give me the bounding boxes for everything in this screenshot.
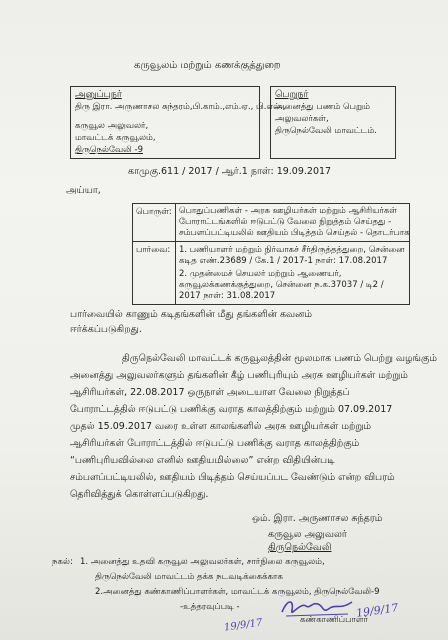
intro-line-1: பார்வையில் காணும் கடிதங்களின் மீது தங்களின் கவனம் bbox=[70, 309, 313, 320]
to-line-3: திருநெல்வேலி மாவட்டம். bbox=[275, 126, 377, 136]
copy-to-line-1: 1. அனைத்து உதவி கருவூல அலுவலர்கள், சார்நிலை கருவூலம், bbox=[80, 557, 325, 567]
table-row-divider bbox=[133, 241, 409, 242]
body-line-1: திருநெல்வேலி மாவட்டக் கருவூலத்தின் மூலமாக பணம் பெற்று வழங்கும் bbox=[122, 353, 438, 364]
subject-line-1: பொதுப்பணிகள் - அரசு ஊழியர்கள் மற்றும் ஆசிரியர்கள் bbox=[179, 206, 397, 216]
from-line-2: கருவூல அலுவலர், bbox=[75, 121, 149, 131]
initials-date: 19/9/17 bbox=[223, 617, 264, 634]
copy-to-line-3: 2.அனைத்து கண்காணிப்பாளர்கள், மாவட்டக் கருவூலம், திருநெல்வேலி-9 bbox=[95, 587, 380, 597]
reference-line-1: 1. பணியாளர் மற்றும் நிர்வாகச் சீர்திருத்தத்துறை, சென்னை bbox=[179, 245, 405, 255]
to-box bbox=[270, 86, 396, 159]
department-heading: கருவூலம் மற்றும் கணக்குத்துறை bbox=[134, 60, 281, 71]
subject-line-2: போராட்டங்களில் ஈடுபட்டு வேலை நிறுத்தம் செய்தது - bbox=[179, 217, 392, 227]
subject-table bbox=[132, 203, 410, 305]
body-line-2: அனைத்து அலுவலர்களும் தங்களின் கீழ் பணிபுரியும் அரசு ஊழியர்கள் மற்றும் bbox=[70, 370, 408, 381]
copy-to-line-4: -உத்தரவுப்படி - bbox=[180, 602, 240, 612]
body-line-9: தெரிவித்துக் கொள்ளப்படுகிறது. bbox=[70, 489, 209, 500]
body-line-6: ஆசிரியர்கள் போராட்டத்தில் ஈடுபட்டு பணிக்கு வராத காலத்திற்கும் bbox=[70, 438, 360, 449]
to-line-1: அனைத்து பணம் பெறும் bbox=[275, 102, 370, 112]
signatory-name: ஒம். இரா. அருணாசல சுந்தரம் bbox=[252, 513, 383, 524]
copy-to-label: நகல்: bbox=[52, 557, 73, 567]
table-column-divider bbox=[175, 204, 176, 304]
to-line-2: அலுவலர்கள், bbox=[275, 114, 329, 124]
body-line-4: போராட்டத்தில் ஈடுபட்டு பணிக்கு வராத காலத்திற்கும் மற்றும் 07.09.2017 bbox=[70, 404, 393, 415]
reference-line-2: கடித எண்.23689 / கே.1 / 2017-1 நாள்: 17.08.2017 bbox=[179, 256, 388, 266]
signatory-designation: கருவூல அலுவலர் bbox=[268, 529, 347, 540]
handwritten-date: 19/9/17 bbox=[355, 601, 400, 620]
from-line-3: மாவட்டக் கருவூலம், bbox=[75, 133, 156, 143]
superintendent-label: கண்காணிப்பாளர் bbox=[300, 615, 368, 625]
signatory-place: திருநெல்வேலி bbox=[268, 542, 332, 553]
body-line-5: முதல் 15.09.2017 வரை உள்ள காலங்களில் அரசு ஊழியர்கள் மற்றும் bbox=[70, 421, 372, 432]
references-label: பார்வை: bbox=[136, 245, 171, 255]
from-line-4: திருநெல்வேலி -9 bbox=[75, 145, 143, 155]
reference-number: காமுகு.611 / 2017 / ஆர்.1 நாள்: 19.09.2017 bbox=[128, 166, 332, 177]
intro-line-2: ஈர்க்கப்படுகிறது. bbox=[70, 324, 142, 335]
reference-line-4: கருவூலக்கணக்குத்துறை, சென்னை ந.க.37037 / டி2 / bbox=[179, 280, 384, 290]
body-line-8: சம்பளப்பட்டியலில், ஊதியம் பிடித்தம் செய்யப்பட வேண்டும் என்ற விபரம் bbox=[70, 472, 395, 483]
body-line-3: ஆசிரியர்கள், 22.08.2017 ஒருநாள் அடையாள வேலை நிறுத்தப் bbox=[70, 387, 350, 398]
reference-line-3: 2. முதன்மைச் செயலர் மற்றும் ஆணையர், bbox=[179, 269, 342, 279]
reference-line-5: 2017 நாள்: 31.08.2017 bbox=[179, 291, 276, 301]
salutation: அய்யா, bbox=[66, 185, 101, 196]
copy-to-line-2: திருநெல்வேலி மாவட்டம் தக்க நடவடிக்கைக்காக bbox=[95, 572, 283, 582]
subject-line-3: சம்பளப்பட்டியலில் ஊதியம் பிடித்தம் செய்தல் - தொடர்பாக bbox=[179, 228, 410, 238]
from-label: அனுப்புநர் bbox=[75, 89, 122, 100]
from-line-1: திரு இரா. அருணாசல சுந்தரம்,பி.காம்.,எம்.ஏ., பி.எல்., bbox=[75, 102, 286, 112]
from-box bbox=[70, 86, 286, 159]
to-label: பெறுநர் bbox=[275, 89, 309, 100]
body-line-7: “பணிபுரியவில்லை எனில் ஊதியமில்லை” என்ற விதியின்படி bbox=[70, 455, 335, 466]
subject-label: பொருள்: bbox=[136, 207, 172, 217]
